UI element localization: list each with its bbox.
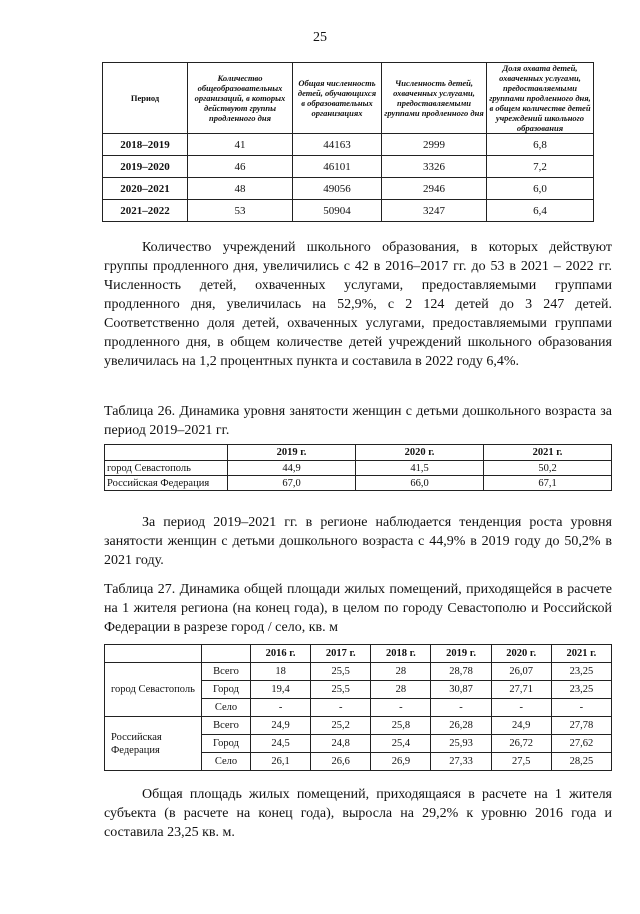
cell-type: Город bbox=[202, 681, 251, 699]
cell-value: 27,62 bbox=[551, 735, 611, 753]
table-row bbox=[103, 134, 594, 156]
cell-value: 67,1 bbox=[484, 476, 612, 491]
cell-value: - bbox=[251, 699, 311, 717]
cell-value: 23,25 bbox=[551, 663, 611, 681]
cell-value: 25,2 bbox=[311, 717, 371, 735]
table-row bbox=[105, 476, 612, 491]
cell-value: 44,9 bbox=[228, 461, 356, 476]
cell-value: 27,71 bbox=[491, 681, 551, 699]
cell-value: 26,72 bbox=[491, 735, 551, 753]
col-header-2020: 2020 г. bbox=[491, 645, 551, 663]
cell-value: 27,33 bbox=[431, 753, 491, 771]
cell-value: - bbox=[311, 699, 371, 717]
cell-value: 2946 bbox=[382, 178, 487, 200]
col-header-2016: 2016 г. bbox=[251, 645, 311, 663]
cell-type: Село bbox=[202, 699, 251, 717]
col-header-2019: 2019 г. bbox=[228, 445, 356, 461]
cell-value: 28 bbox=[371, 681, 431, 699]
cell-period: 2021–2022 bbox=[103, 200, 188, 222]
cell-value: 24,8 bbox=[311, 735, 371, 753]
cell-value: - bbox=[551, 699, 611, 717]
col-header-region bbox=[105, 645, 202, 663]
cell-value: 3326 bbox=[382, 156, 487, 178]
cell-value: 23,25 bbox=[551, 681, 611, 699]
cell-value: 53 bbox=[188, 200, 293, 222]
cell-value: 26,9 bbox=[371, 753, 431, 771]
table-row bbox=[105, 663, 612, 681]
cell-value: 6,8 bbox=[487, 134, 594, 156]
cell-region: город Севастополь bbox=[105, 461, 228, 476]
paragraph-housing-area: Общая площадь жилых помещений, приходящаяся в расчете на 1 жителя субъекта (в расчете на конец года), выросла на 29,2% к уровню 2016 года и составила 23,25 кв. м. bbox=[104, 787, 612, 840]
cell-value: 28,25 bbox=[551, 753, 611, 771]
paragraph-extended-day: Количество учреждений школьного образования, в которых действуют группы продленного дня, увеличились с 42 в 2016–2017 гг. до 53 в 2021 – 2022 гг. Численность детей, охваченных услугами, предоставляемыми группами продленного дня, увеличилась на 52,9%, с 2 124 детей до 3 247 детей. Соответственно доля детей, охваченных услугами, предоставляемыми группами продленного дня, в общем количестве детей учреждений школьного образования увеличилась на 1,2 процентных пункта и составила в 2022 году 6,4%. bbox=[104, 240, 612, 369]
cell-value: 25,5 bbox=[311, 681, 371, 699]
col-header-2019: 2019 г. bbox=[431, 645, 491, 663]
cell-value: 27,78 bbox=[551, 717, 611, 735]
cell-period: 2018–2019 bbox=[103, 134, 188, 156]
cell-value: 30,87 bbox=[431, 681, 491, 699]
col-header-2018: 2018 г. bbox=[371, 645, 431, 663]
cell-type: Город bbox=[202, 735, 251, 753]
cell-value: 67,0 bbox=[228, 476, 356, 491]
col-header-type bbox=[202, 645, 251, 663]
cell-value: 27,5 bbox=[491, 753, 551, 771]
cell-value: 26,1 bbox=[251, 753, 311, 771]
col-header-coverage-share: Доля охвата детей, охваченных услугами, предоставляемыми группами продленного дня, в общем количестве детей учреждений школьного образования bbox=[487, 63, 594, 134]
table-row bbox=[105, 461, 612, 476]
cell-value: - bbox=[431, 699, 491, 717]
cell-region: Российская Федерация bbox=[105, 476, 228, 491]
table-row bbox=[103, 178, 594, 200]
cell-value: 24,9 bbox=[251, 717, 311, 735]
cell-value: - bbox=[491, 699, 551, 717]
cell-value: 25,93 bbox=[431, 735, 491, 753]
cell-value: 25,4 bbox=[371, 735, 431, 753]
cell-value: 46 bbox=[188, 156, 293, 178]
cell-value: 18 bbox=[251, 663, 311, 681]
cell-value: 28 bbox=[371, 663, 431, 681]
col-header-period: Период bbox=[103, 63, 188, 134]
cell-value: 28,78 bbox=[431, 663, 491, 681]
col-header-total-children: Общая численность детей, обучающихся в образовательных организациях bbox=[293, 63, 382, 134]
cell-value: 44163 bbox=[293, 134, 382, 156]
cell-value: 49056 bbox=[293, 178, 382, 200]
table-row bbox=[105, 717, 612, 735]
women-employment-table bbox=[104, 444, 612, 491]
cell-value: 7,2 bbox=[487, 156, 594, 178]
table-header-row bbox=[105, 445, 612, 461]
table-row bbox=[103, 200, 594, 222]
cell-value: 26,6 bbox=[311, 753, 371, 771]
cell-value: 66,0 bbox=[356, 476, 484, 491]
cell-value: 2999 bbox=[382, 134, 487, 156]
col-header-region bbox=[105, 445, 228, 461]
cell-value: 41,5 bbox=[356, 461, 484, 476]
cell-period: 2020–2021 bbox=[103, 178, 188, 200]
cell-value: 19,4 bbox=[251, 681, 311, 699]
col-header-2021: 2021 г. bbox=[551, 645, 611, 663]
extended-day-groups-table bbox=[102, 62, 594, 222]
cell-value: 3247 bbox=[382, 200, 487, 222]
cell-value: 6,0 bbox=[487, 178, 594, 200]
cell-value: 41 bbox=[188, 134, 293, 156]
housing-area-table bbox=[104, 644, 612, 771]
table-header-row bbox=[105, 645, 612, 663]
table-row bbox=[103, 156, 594, 178]
cell-type: Село bbox=[202, 753, 251, 771]
cell-value: 25,8 bbox=[371, 717, 431, 735]
cell-value: 50,2 bbox=[484, 461, 612, 476]
cell-value: 26,07 bbox=[491, 663, 551, 681]
cell-type: Всего bbox=[202, 663, 251, 681]
cell-value: 24,9 bbox=[491, 717, 551, 735]
page-number: 25 bbox=[313, 30, 327, 45]
cell-region: Российская Федерация bbox=[105, 717, 202, 771]
table26-caption: Таблица 26. Динамика уровня занятости женщин с детьми дошкольного возраста за период 2019–2021 гг. bbox=[104, 404, 612, 438]
cell-value: - bbox=[371, 699, 431, 717]
cell-value: 26,28 bbox=[431, 717, 491, 735]
col-header-2017: 2017 г. bbox=[311, 645, 371, 663]
cell-value: 6,4 bbox=[487, 200, 594, 222]
cell-value: 24,5 bbox=[251, 735, 311, 753]
cell-value: 46101 bbox=[293, 156, 382, 178]
cell-type: Всего bbox=[202, 717, 251, 735]
col-header-2021: 2021 г. bbox=[484, 445, 612, 461]
col-header-2020: 2020 г. bbox=[356, 445, 484, 461]
cell-value: 25,5 bbox=[311, 663, 371, 681]
paragraph-women-employment: За период 2019–2021 гг. в регионе наблюдается тенденция роста уровня занятости женщин с детьми дошкольного возраста с 44,9% в 2019 году до 50,2% в 2021 году. bbox=[104, 515, 612, 568]
table-header-row bbox=[103, 63, 594, 134]
cell-value: 48 bbox=[188, 178, 293, 200]
col-header-covered-children: Численность детей, охваченных услугами, предоставляемыми группами продленного дня bbox=[382, 63, 487, 134]
cell-region: город Севастополь bbox=[105, 663, 202, 717]
cell-value: 50904 bbox=[293, 200, 382, 222]
table27-caption: Таблица 27. Динамика общей площади жилых помещений, приходящейся в расчете на 1 жителя региона (на конец года), в целом по городу Севастополю и Российской Федерации в разрезе город / село, кв. м bbox=[104, 582, 612, 635]
col-header-org-count: Количество общеобразовательных организаций, в которых действуют группы продленного дня bbox=[188, 63, 293, 134]
cell-period: 2019–2020 bbox=[103, 156, 188, 178]
